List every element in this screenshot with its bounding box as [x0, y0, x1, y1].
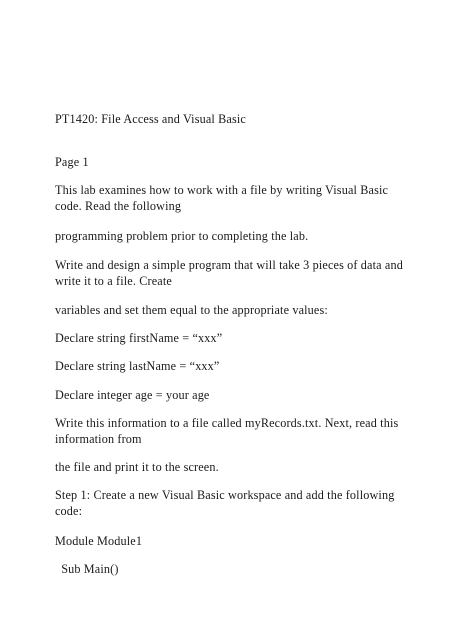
paragraph-write-file-continued: the file and print it to the screen.	[55, 460, 219, 474]
paragraph-write-file: Write this information to a file called myRecords.txt. Next, read this information from	[55, 416, 399, 446]
page-label: Page 1	[55, 155, 89, 169]
paragraph-step-1: Step 1: Create a new Visual Basic workspace and add the following code:	[55, 488, 395, 518]
declaration-last-name: Declare string lastName = “xxx”	[55, 359, 220, 373]
declaration-first-name: Declare string firstName = “xxx”	[55, 331, 223, 345]
code-line-sub-main: Sub Main()	[58, 562, 119, 576]
paragraph-intro-continued: programming problem prior to completing the lab.	[55, 229, 309, 243]
document-title: PT1420: File Access and Visual Basic	[55, 112, 246, 126]
declaration-age: Declare integer age = your age	[55, 388, 210, 402]
paragraph-intro: This lab examines how to work with a file by writing Visual Basic code. Read the following	[55, 183, 389, 213]
paragraph-problem: Write and design a simple program that will take 3 pieces of data and write it to a file. Create	[55, 258, 403, 288]
code-line-module: Module Module1	[55, 534, 143, 548]
paragraph-problem-continued: variables and set them equal to the appropriate values:	[55, 303, 328, 317]
